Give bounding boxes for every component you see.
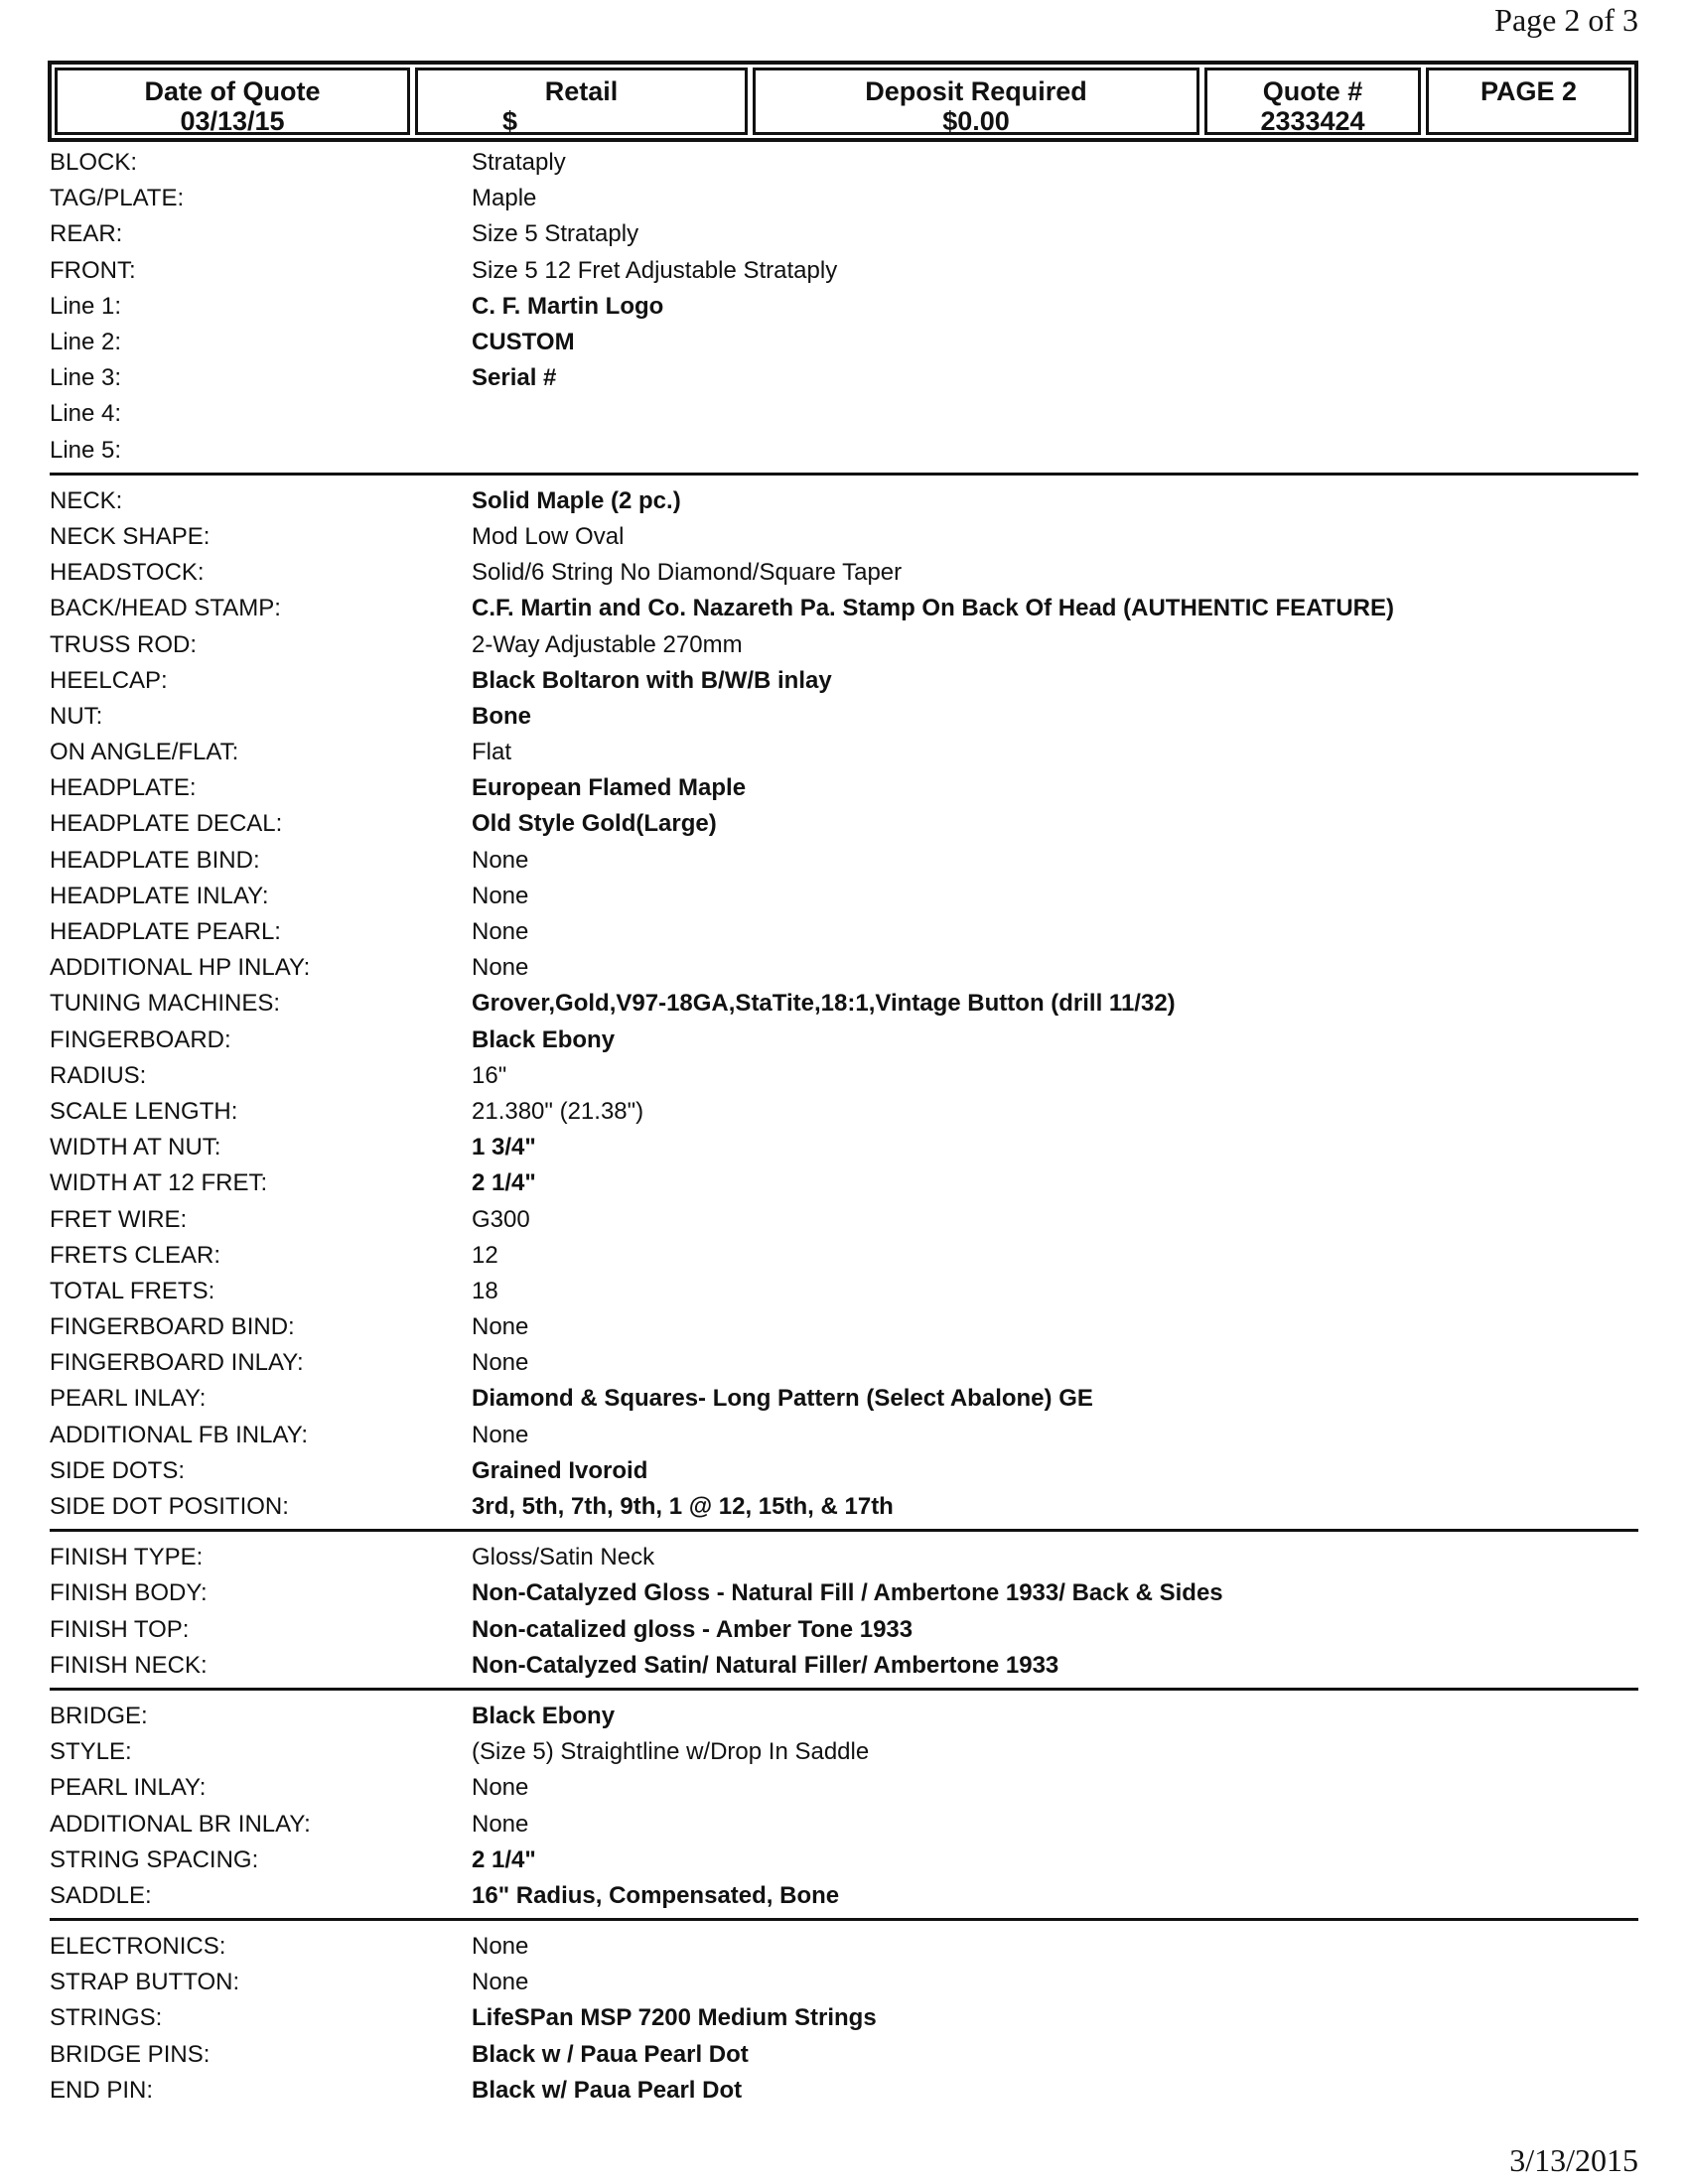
- spec-label: HEADPLATE PEARL:: [50, 918, 281, 946]
- spec-value: Non-Catalyzed Gloss - Natural Fill / Ambertone 1933/ Back & Sides: [472, 1579, 1223, 1607]
- spec-label: FINISH NECK:: [50, 1651, 208, 1679]
- spec-value: None: [472, 1774, 529, 1802]
- spec-label: SCALE LENGTH:: [50, 1097, 238, 1125]
- spec-row: [50, 1540, 1638, 1575]
- spec-label: HEADPLATE:: [50, 774, 197, 802]
- spec-label: SADDLE:: [50, 1881, 152, 1909]
- spec-label: STRINGS:: [50, 2004, 163, 2032]
- spec-label: FRET WIRE:: [50, 1205, 188, 1233]
- spec-label: HEELCAP:: [50, 666, 168, 694]
- spec-label: FINGERBOARD INLAY:: [50, 1349, 304, 1377]
- spec-row: [50, 1094, 1638, 1130]
- spec-row: [50, 1238, 1638, 1274]
- spec-row: [50, 1878, 1638, 1914]
- spec-label: FINISH TYPE:: [50, 1544, 204, 1571]
- spec-section: [50, 1699, 1638, 1921]
- spec-row: [50, 591, 1638, 626]
- quote-number-label: Quote #: [1262, 76, 1363, 106]
- date-of-quote-value: 03/13/15: [180, 106, 285, 136]
- spec-value: Bone: [472, 702, 531, 730]
- spec-value: Non-Catalyzed Satin/ Natural Filler/ Ambertone 1933: [472, 1651, 1059, 1679]
- spec-value: None: [472, 1969, 529, 1996]
- spec-row: [50, 2037, 1638, 2073]
- spec-value: Strataply: [472, 149, 566, 177]
- spec-value: 18: [472, 1277, 498, 1304]
- spec-row: [50, 555, 1638, 591]
- spec-value: Gloss/Satin Neck: [472, 1544, 655, 1571]
- spec-row: [50, 1201, 1638, 1237]
- spec-value: Size 5 12 Fret Adjustable Strataply: [472, 256, 838, 284]
- spec-row: [50, 699, 1638, 735]
- spec-label: FRONT:: [50, 256, 136, 284]
- spec-list: [50, 145, 1638, 2120]
- spec-value: None: [472, 882, 529, 909]
- spec-value: None: [472, 1933, 529, 1961]
- spec-label: ADDITIONAL HP INLAY:: [50, 954, 311, 982]
- deposit-required-value: $0.00: [942, 106, 1010, 136]
- spec-label: TRUSS ROD:: [50, 630, 198, 658]
- spec-value: None: [472, 1810, 529, 1838]
- spec-value: Black w / Paua Pearl Dot: [472, 2040, 749, 2068]
- spec-section: [50, 1929, 1638, 2113]
- quote-number-cell: [1204, 68, 1421, 135]
- spec-row: [50, 360, 1638, 396]
- spec-row: [50, 1274, 1638, 1309]
- spec-label: SIDE DOT POSITION:: [50, 1493, 289, 1521]
- spec-label: FINISH TOP:: [50, 1615, 190, 1643]
- spec-label: HEADPLATE DECAL:: [50, 810, 283, 838]
- spec-row: [50, 216, 1638, 252]
- spec-row: [50, 735, 1638, 770]
- spec-row: [50, 1770, 1638, 1806]
- spec-value: Flat: [472, 739, 512, 766]
- spec-label: NECK SHAPE:: [50, 522, 211, 550]
- spec-row: [50, 1453, 1638, 1489]
- spec-value: Solid/6 String No Diamond/Square Taper: [472, 559, 903, 587]
- spec-value: 2 1/4": [472, 1169, 536, 1197]
- spec-row: [50, 519, 1638, 555]
- spec-row: [50, 483, 1638, 519]
- date-of-quote-cell: [55, 68, 410, 135]
- spec-label: STRAP BUTTON:: [50, 1969, 240, 1996]
- spec-value: 3rd, 5th, 7th, 9th, 1 @ 12, 15th, & 17th: [472, 1493, 894, 1521]
- spec-row: [50, 1734, 1638, 1770]
- spec-value: Grover,Gold,V97-18GA,StaTite,18:1,Vintage Button (drill 11/32): [472, 990, 1176, 1018]
- spec-label: STRING SPACING:: [50, 1845, 259, 1873]
- spec-label: PEARL INLAY:: [50, 1774, 207, 1802]
- spec-row: [50, 145, 1638, 181]
- spec-label: TUNING MACHINES:: [50, 990, 281, 1018]
- spec-row: [50, 325, 1638, 360]
- spec-label: FRETS CLEAR:: [50, 1241, 221, 1269]
- spec-value: 21.380" (21.38"): [472, 1097, 644, 1125]
- spec-label: STYLE:: [50, 1738, 132, 1766]
- spec-label: WIDTH AT 12 FRET:: [50, 1169, 268, 1197]
- spec-label: REAR:: [50, 220, 123, 248]
- spec-row: [50, 1806, 1638, 1842]
- spec-label: END PIN:: [50, 2076, 154, 2104]
- spec-row: [50, 770, 1638, 806]
- spec-row: [50, 986, 1638, 1022]
- spec-label: HEADPLATE INLAY:: [50, 882, 269, 909]
- spec-value: Grained Ivoroid: [472, 1456, 648, 1484]
- spec-value: None: [472, 1313, 529, 1341]
- spec-label: SIDE DOTS:: [50, 1456, 186, 1484]
- page-number: Page 2 of 3: [1494, 2, 1638, 38]
- spec-value: Non-catalized gloss - Amber Tone 1933: [472, 1615, 914, 1643]
- spec-label: ON ANGLE/FLAT:: [50, 739, 239, 766]
- spec-row: [50, 1699, 1638, 1734]
- spec-section: [50, 1540, 1638, 1691]
- spec-value: C.F. Martin and Co. Nazareth Pa. Stamp On Back Of Head (AUTHENTIC FEATURE): [472, 595, 1394, 622]
- spec-row: [50, 1058, 1638, 1094]
- quote-header: [48, 61, 1638, 142]
- spec-row: [50, 1929, 1638, 1965]
- spec-row: [50, 663, 1638, 699]
- spec-value: None: [472, 954, 529, 982]
- spec-label: BRIDGE:: [50, 1702, 148, 1729]
- spec-value: C. F. Martin Logo: [472, 292, 664, 320]
- spec-label: ADDITIONAL FB INLAY:: [50, 1421, 309, 1448]
- spec-row: [50, 1309, 1638, 1345]
- deposit-required-cell: [753, 68, 1199, 135]
- spec-value: Maple: [472, 185, 537, 212]
- spec-row: [50, 1612, 1638, 1648]
- spec-value: (Size 5) Straightline w/Drop In Saddle: [472, 1738, 870, 1766]
- spec-value: None: [472, 846, 529, 874]
- spec-value: None: [472, 1349, 529, 1377]
- date-of-quote-label: Date of Quote: [144, 76, 321, 106]
- retail-label: Retail: [544, 76, 619, 106]
- spec-label: Line 2:: [50, 329, 122, 356]
- footer-date: 3/13/2015: [1509, 2142, 1638, 2178]
- spec-row: [50, 1418, 1638, 1453]
- spec-label: TOTAL FRETS:: [50, 1277, 215, 1304]
- spec-row: [50, 914, 1638, 950]
- spec-value: 2-Way Adjustable 270mm: [472, 630, 743, 658]
- spec-value: Solid Maple (2 pc.): [472, 486, 681, 514]
- spec-row: [50, 396, 1638, 432]
- deposit-required-label: Deposit Required: [865, 76, 1087, 106]
- spec-value: Black Boltaron with B/W/B inlay: [472, 666, 832, 694]
- spec-label: Line 1:: [50, 292, 122, 320]
- spec-row: [50, 1843, 1638, 1878]
- spec-label: ELECTRONICS:: [50, 1933, 226, 1961]
- spec-label: RADIUS:: [50, 1061, 147, 1089]
- spec-row: [50, 289, 1638, 325]
- spec-label: WIDTH AT NUT:: [50, 1134, 221, 1161]
- spec-row: [50, 1381, 1638, 1417]
- spec-row: [50, 626, 1638, 662]
- spec-label: NUT:: [50, 702, 103, 730]
- spec-row: [50, 181, 1638, 216]
- spec-value: European Flamed Maple: [472, 774, 747, 802]
- spec-label: TAG/PLATE:: [50, 185, 185, 212]
- page-tag: PAGE 2: [1479, 76, 1578, 106]
- spec-value: CUSTOM: [472, 329, 575, 356]
- spec-section: [50, 483, 1638, 1532]
- spec-row: [50, 879, 1638, 914]
- spec-section: [50, 145, 1638, 476]
- spec-label: ADDITIONAL BR INLAY:: [50, 1810, 311, 1838]
- spec-value: 1 3/4": [472, 1134, 536, 1161]
- spec-value: Old Style Gold(Large): [472, 810, 717, 838]
- spec-row: [50, 1023, 1638, 1058]
- page-tag-cell: [1426, 68, 1631, 135]
- spec-row: [50, 843, 1638, 879]
- spec-row: [50, 2073, 1638, 2109]
- spec-label: BACK/HEAD STAMP:: [50, 595, 281, 622]
- spec-label: PEARL INLAY:: [50, 1385, 207, 1413]
- spec-row: [50, 1648, 1638, 1684]
- spec-value: 12: [472, 1241, 498, 1269]
- spec-row: [50, 433, 1638, 469]
- spec-label: BRIDGE PINS:: [50, 2040, 211, 2068]
- spec-label: Line 3:: [50, 364, 122, 392]
- spec-value: LifeSPan MSP 7200 Medium Strings: [472, 2004, 877, 2032]
- spec-value: G300: [472, 1205, 530, 1233]
- spec-value: None: [472, 1421, 529, 1448]
- spec-row: [50, 1575, 1638, 1611]
- spec-label: FINGERBOARD BIND:: [50, 1313, 295, 1341]
- spec-value: 2 1/4": [472, 1845, 536, 1873]
- spec-value: Black w/ Paua Pearl Dot: [472, 2076, 743, 2104]
- spec-value: Black Ebony: [472, 1702, 616, 1729]
- spec-label: HEADSTOCK:: [50, 559, 205, 587]
- spec-label: Line 4:: [50, 400, 122, 428]
- spec-label: FINGERBOARD:: [50, 1025, 231, 1053]
- spec-label: HEADPLATE BIND:: [50, 846, 260, 874]
- spec-label: NECK:: [50, 486, 123, 514]
- quote-number-value: 2333424: [1260, 106, 1365, 136]
- spec-row: [50, 1130, 1638, 1165]
- spec-row: [50, 1165, 1638, 1201]
- spec-row: [50, 806, 1638, 842]
- retail-value: $: [502, 106, 518, 136]
- spec-value: 16": [472, 1061, 507, 1089]
- spec-label: Line 5:: [50, 436, 122, 464]
- spec-value: Black Ebony: [472, 1025, 616, 1053]
- spec-row: [50, 1345, 1638, 1381]
- spec-label: FINISH BODY:: [50, 1579, 208, 1607]
- spec-value: None: [472, 918, 529, 946]
- spec-row: [50, 1965, 1638, 2000]
- retail-cell: [415, 68, 748, 135]
- spec-row: [50, 253, 1638, 289]
- spec-row: [50, 1489, 1638, 1525]
- spec-value: Serial #: [472, 364, 557, 392]
- spec-label: BLOCK:: [50, 149, 138, 177]
- spec-value: 16" Radius, Compensated, Bone: [472, 1881, 840, 1909]
- spec-row: [50, 950, 1638, 986]
- spec-value: Mod Low Oval: [472, 522, 625, 550]
- spec-row: [50, 2000, 1638, 2036]
- spec-value: Size 5 Strataply: [472, 220, 639, 248]
- spec-value: Diamond & Squares- Long Pattern (Select Abalone) GE: [472, 1385, 1093, 1413]
